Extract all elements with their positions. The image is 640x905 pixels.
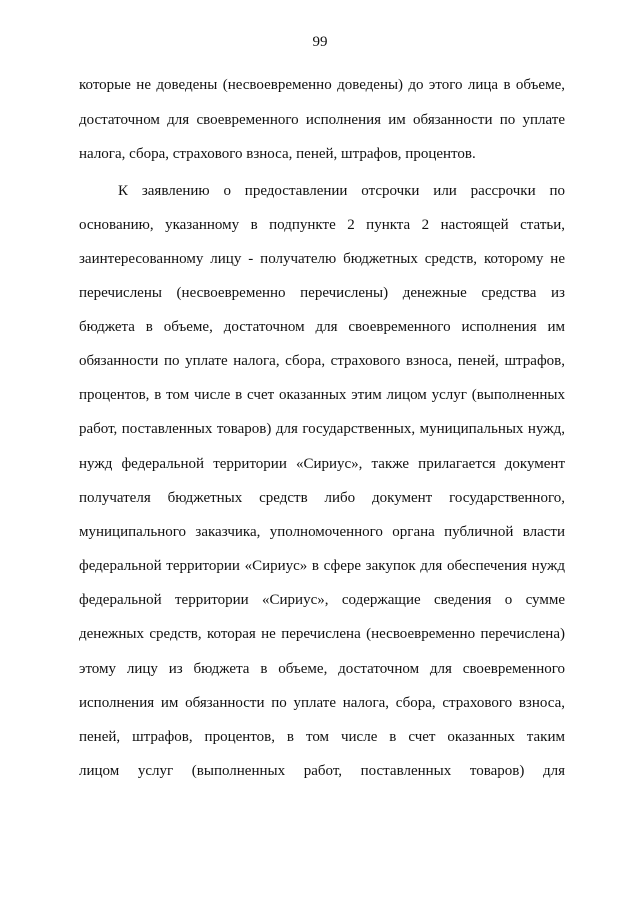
text-line: федеральной территории «Сириус», содержащие сведения о сумме: [79, 592, 565, 608]
text-line: перечислены (несвоевременно перечислены) денежные средства из: [79, 285, 565, 301]
text-line: исполнения им обязанности по уплате налога, сбора, страхового взноса,: [79, 695, 565, 711]
text-line: нужд федеральной территории «Сириус», также прилагается документ: [79, 456, 565, 472]
text-line: которые не доведены (несвоевременно доведены) до этого лица в объеме,: [79, 77, 565, 93]
text-line: достаточном для своевременного исполнения им обязанности по уплате: [79, 112, 565, 128]
text-line: муниципального заказчика, уполномоченного органа публичной власти: [79, 524, 565, 540]
text-line: этому лицу из бюджета в объеме, достаточном для своевременного: [79, 661, 565, 677]
text-line: пеней, штрафов, процентов, в том числе в счет оказанных таким: [79, 729, 565, 745]
text-line: К заявлению о предоставлении отсрочки или рассрочки по: [118, 183, 565, 199]
text-line: обязанности по уплате налога, сбора, страхового взноса, пеней, штрафов,: [79, 353, 565, 369]
text-line: получателя бюджетных средств либо документ государственного,: [79, 490, 565, 506]
text-line: бюджета в объеме, достаточном для своевременного исполнения им: [79, 319, 565, 335]
text-line: основанию, указанному в подпункте 2 пункта 2 настоящей статьи,: [79, 217, 565, 233]
text-line: денежных средств, которая не перечислена (несвоевременно перечислена): [79, 626, 565, 642]
text-line: налога, сбора, страхового взноса, пеней, штрафов, процентов.: [79, 146, 476, 162]
text-line: работ, поставленных товаров) для государственных, муниципальных нужд,: [79, 421, 565, 437]
text-line: заинтересованному лицу - получателю бюджетных средств, которому не: [79, 251, 565, 267]
text-line: процентов, в том числе в счет оказанных этим лицом услуг (выполненных: [79, 387, 565, 403]
page-number: 99: [312, 34, 328, 50]
text-line: лицом услуг (выполненных работ, поставленных товаров) для: [79, 763, 565, 779]
text-line: федеральной территории «Сириус» в сфере закупок для обеспечения нужд: [79, 558, 565, 574]
